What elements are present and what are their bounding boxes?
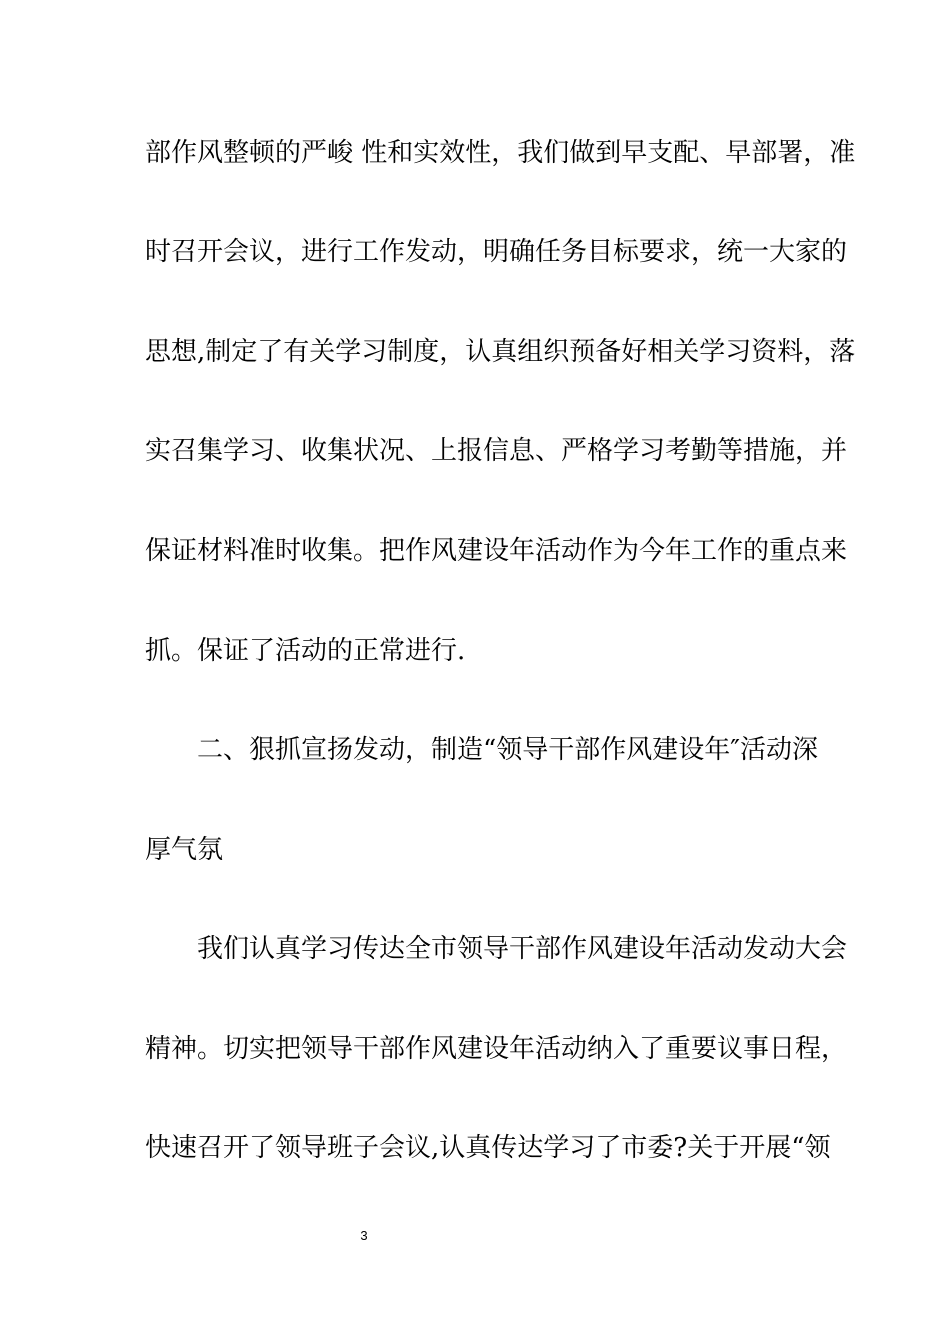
body-line-8: 精神。切实把领导干部作风建设年活动纳入了重要议事日程， [145, 1034, 848, 1064]
section-heading-line-1: 二、狠抓宣扬发动，制造“领导干部作风建设年″活动深 [197, 735, 819, 765]
page-number: 3 [360, 1228, 368, 1243]
body-line-9: 快速召开了领导班子会议,认真传达学习了市委?关于开展“领 [145, 1133, 831, 1163]
body-line-1: 部作风整顿的严峻 性和实效性，我们做到早支配、早部署，准 [145, 138, 856, 168]
body-line-5: 保证材料准时收集。把作风建设年活动作为今年工作的重点来 [145, 536, 848, 566]
section-heading-line-2: 厚气氛 [145, 835, 224, 865]
body-line-7: 我们认真学习传达全市领导干部作风建设年活动发动大会 [197, 934, 848, 964]
body-line-4: 实召集学习、收集状况、上报信息、严格学习考勤等措施，并 [145, 436, 848, 466]
body-line-2: 时召开会议，进行工作发动，明确任务目标要求，统一大家的 [145, 237, 848, 267]
body-line-3: 思想,制定了有关学习制度，认真组织预备好相关学习资料，落 [145, 337, 856, 367]
body-line-6: 抓。保证了活动的正常进行. [145, 636, 466, 666]
